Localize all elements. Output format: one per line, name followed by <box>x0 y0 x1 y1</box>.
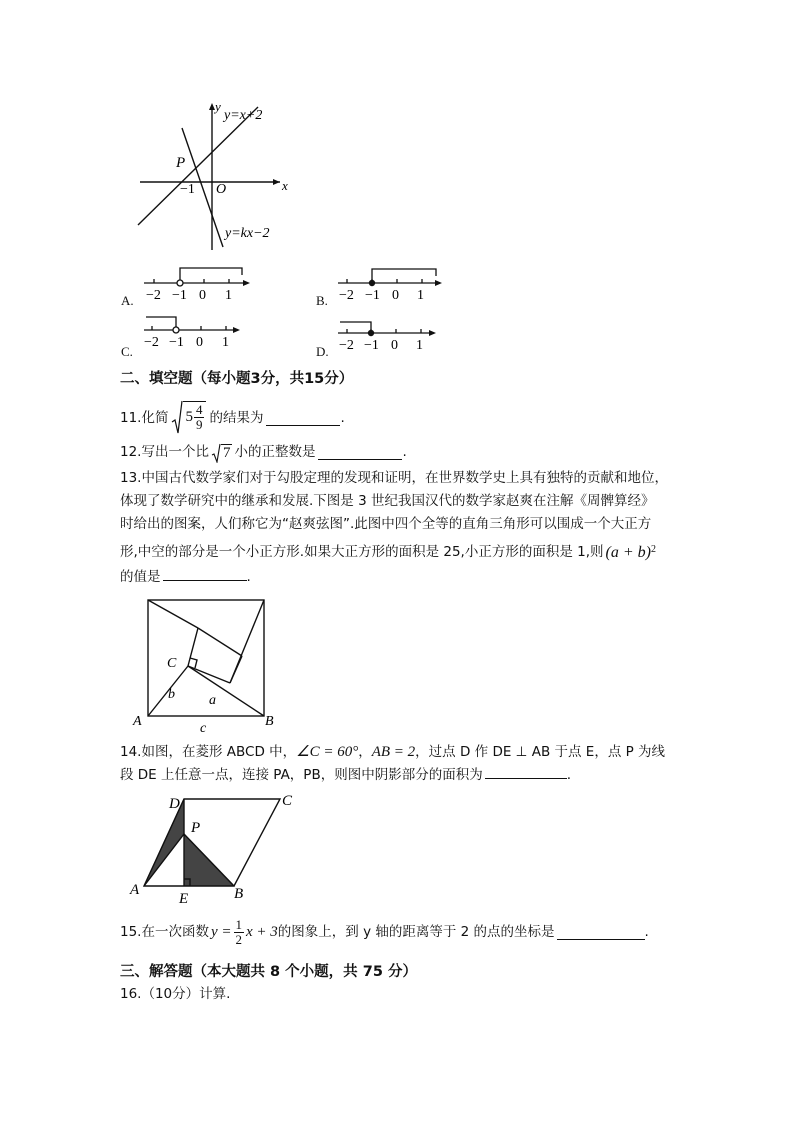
q11-fraction <box>194 403 205 432</box>
question-14 <box>120 741 690 787</box>
option-a-letter: A. <box>121 293 134 308</box>
line1-label: y=x+2 <box>224 108 263 123</box>
q11-whole: 5 <box>185 408 193 425</box>
rhombus-figure <box>128 786 308 906</box>
label-a-vertex: A <box>133 714 142 729</box>
tick-label: −2 <box>146 288 161 302</box>
q13-answer-blank[interactable] <box>163 566 247 581</box>
q15-suffix: 的图象上，到 y 轴的距离等于 2 的点的坐标是 <box>277 924 555 940</box>
q14-part-a: 14.如图，在菱形 ABCD 中， <box>120 744 297 760</box>
q13-line-5: 的值是 <box>120 569 161 585</box>
label-b-vertex: B <box>265 714 274 729</box>
q15-answer-blank[interactable] <box>557 925 645 940</box>
q13-line-2: 体现了数学研究中的继承和发展.下图是 3 世纪我国汉代的数学家赵爽在注解《周髀算经》 <box>120 493 655 509</box>
y-axis-label: y <box>215 99 221 114</box>
tick-label: −1 <box>364 338 379 353</box>
option-d-letter: D. <box>316 344 329 359</box>
question-16: 16.（10分）计算. <box>120 986 231 1002</box>
q15-prefix: 15.在一次函数 <box>120 924 209 940</box>
x-arrow-icon <box>273 179 280 185</box>
label-c-side: c <box>200 721 207 732</box>
q15-end: . <box>644 924 649 940</box>
q15-lhs: y = <box>210 924 232 940</box>
tick-label: −1 <box>169 335 184 350</box>
q14-ab: AB = 2 <box>371 744 416 760</box>
q15-fraction <box>234 918 245 947</box>
label-d: D <box>169 796 180 812</box>
tick-label: −2 <box>144 335 159 350</box>
q11-suffix: 的结果为 <box>209 409 264 426</box>
q14-end: . <box>566 767 572 783</box>
q14-answer-blank[interactable] <box>485 764 567 779</box>
q14-angle: ∠C = 60° <box>296 744 359 760</box>
tick-label: 1 <box>225 288 232 302</box>
open-circle-marker <box>177 280 183 286</box>
question-13 <box>120 467 690 589</box>
tick-label: −2 <box>339 338 354 353</box>
question-11 <box>120 400 345 436</box>
label-b-side: b <box>168 687 175 702</box>
option-a-number-line <box>138 262 253 302</box>
q13-line-1: 13.中国古代数学家们对于勾股定理的发现和证明，在世界数学史上具有独特的贡献和地位， <box>120 470 668 486</box>
q12-prefix: 12.写出一个比 <box>120 444 209 460</box>
q11-denominator: 9 <box>195 416 203 432</box>
q15-denominator: 2 <box>235 932 243 947</box>
q14-part-c: ， <box>358 744 372 760</box>
q11-radical <box>171 400 206 436</box>
q12-end: . <box>402 444 407 460</box>
q11-prefix: 11.化简 <box>120 409 169 426</box>
q11-numerator: 4 <box>195 401 203 417</box>
q12-radicand: 7 <box>222 445 231 461</box>
q15-numerator: 1 <box>235 917 243 932</box>
section-3-heading: 三、解答题（本大题共 8 个小题，共 75 分） <box>120 964 417 980</box>
tick-label: −1 <box>365 288 380 303</box>
tick-label: −1 <box>172 288 187 302</box>
outer-square <box>148 600 264 716</box>
tick-label: 1 <box>416 338 423 353</box>
closed-circle-marker <box>369 280 375 286</box>
tick-label: 0 <box>391 338 398 353</box>
function-graph-figure <box>130 95 310 255</box>
q15-rhs: x + 3 <box>246 924 278 940</box>
line2-label: y=kx−2 <box>225 226 270 241</box>
point-p-label: P <box>176 155 186 171</box>
tick-label: 0 <box>392 288 399 303</box>
option-b-letter: B. <box>316 293 328 308</box>
q14-line-2: 段 DE 上任意一点，连接 PA，PB，则图中阴影部分的面积为 <box>120 767 483 783</box>
x-axis-label: x <box>282 178 288 193</box>
q13-expression: (a + b) <box>605 543 651 561</box>
option-b-number-line <box>332 264 447 304</box>
sqrt-sign-icon <box>211 443 221 463</box>
label-p: P <box>191 820 201 836</box>
label-c-vertex: C <box>167 656 177 671</box>
tick-label: 1 <box>417 288 424 303</box>
question-12 <box>120 441 407 464</box>
tick-label: 1 <box>222 335 229 350</box>
tick-label: 0 <box>196 335 203 350</box>
label-a: A <box>130 882 140 898</box>
q13-end: . <box>246 569 251 585</box>
q13-line-4: 形,中空的部分是一个小正方形.如果大正方形的面积是 25,小正方形的面积是 1,则 <box>120 543 604 560</box>
q13-line-3: 时给出的图案，人们称它为“赵爽弦图”.此图中四个全等的直角三角形可以围成一个大正方 <box>120 516 652 532</box>
tick-label: 0 <box>199 288 206 302</box>
label-a-side: a <box>209 693 216 708</box>
label-b: B <box>234 886 244 902</box>
sqrt-sign-icon <box>171 400 183 436</box>
q13-exponent: 2 <box>650 544 656 555</box>
q14-part-e: ，过点 D 作 DE ⊥ AB 于点 E，点 P 为线 <box>415 744 666 760</box>
q12-suffix: 小的正整数是 <box>234 444 316 460</box>
option-c-number-line <box>138 312 253 352</box>
zhao-shuang-figure <box>130 592 280 732</box>
label-c: C <box>282 793 293 809</box>
question-15 <box>120 918 649 947</box>
label-e: E <box>179 891 189 906</box>
closed-circle-marker <box>368 330 374 336</box>
option-c-letter: C. <box>121 344 133 359</box>
line-y-x-plus-2 <box>138 107 258 225</box>
section-2-heading: 二、填空题（每小题3分，共15分） <box>120 371 354 387</box>
q11-answer-blank[interactable] <box>266 411 340 426</box>
open-circle-marker <box>173 327 179 333</box>
tick-label: −2 <box>339 288 354 303</box>
option-d-number-line <box>332 316 447 356</box>
origin-label: O <box>216 182 227 197</box>
q11-end: . <box>340 409 345 426</box>
q12-answer-blank[interactable] <box>318 445 402 460</box>
tick-label: −1 <box>180 182 195 197</box>
